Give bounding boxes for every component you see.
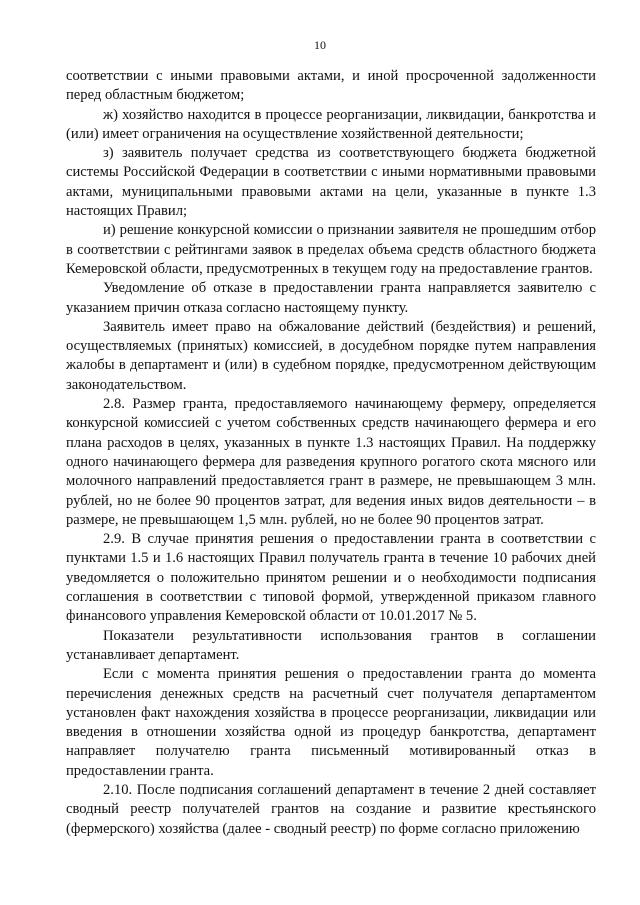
- paragraph-item-i: и) решение конкурсной комиссии о признании заявителя не прошедшим отбор в соответствии с рейтингами заявок в пределах объема средств областного бюджета Кемеровской области, предусмотренных в текущем году на предоставление грантов.: [66, 222, 596, 277]
- paragraph-2-8: 2.8. Размер гранта, предоставляемого начинающему фермеру, определяется конкурсной комиссией с учетом собственных средств начинающего фермера и его плана расходов в целях, указанных в пункте 1.3 настоящих Правил. На поддержку одного начинающего фермера для разведения крупного рогатого скота мясного или молочного направлений предоставляется грант в размере, не превышающем 3 млн. рублей, но не более 90 процентов затрат, для ведения иных видов деятельности – в размере, не превышающем 1,5 млн. рублей, но не более 90 процентов затрат.: [66, 396, 596, 528]
- paragraph-item-z: з) заявитель получает средства из соответствующего бюджета бюджетной системы Российской Федерации в соответствии с иными нормативными правовыми актами, муниципальными правовыми актами на цели, указанные в пункте 1.3 настоящих Правил;: [66, 145, 596, 220]
- document-body: [66, 67, 596, 839]
- paragraph-grant-refusal: Если с момента принятия решения о предоставлении гранта до момента перечисления денежных средств на расчетный счет получателя департаментом установлен факт нахождения хозяйства в процессе реорганизации, ликвидации или введения в отношении хозяйства одной из процедур банкротства, департамент направляет получателю гранта письменный мотивированный отказ в предоставлении гранта.: [66, 666, 596, 779]
- paragraph-2-9: 2.9. В случае принятия решения о предоставлении гранта в соответствии с пунктами 1.5 и 1.6 настоящих Правил получатель гранта в течение 10 рабочих дней уведомляется о положительно принятом решении и о необходимости подписания соглашения в соответствии с типовой формой, утвержденной приказом главного финансового управления Кемеровской области от 10.01.2017 № 5.: [66, 531, 596, 625]
- paragraph-2-10: 2.10. После подписания соглашений департамент в течение 2 дней составляет сводный реестр получателей грантов на создание и развитие крестьянского (фермерского) хозяйства (далее - сводный реестр) по форме согласно приложению: [66, 781, 596, 837]
- paragraph-item-zh: ж) хозяйство находится в процессе реорганизации, ликвидации, банкротства и (или) имеет ограничения на осуществление хозяйственной деятельности;: [66, 106, 596, 142]
- paragraph-appeal-right: Заявитель имеет право на обжалование действий (бездействия) и решений, осуществляемых (принятых) комиссией, в досудебном порядке путем направления жалобы в департамент и (или) в судебном порядке, предусмотренном действующим законодательством.: [66, 318, 596, 393]
- paragraph-continuation: соответствии с иными правовыми актами, и иной просроченной задолженности перед областным бюджетом;: [66, 68, 596, 104]
- paragraph-performance-indicators: Показатели результативности использования грантов в соглашении устанавливает департамент.: [66, 627, 596, 663]
- page-number: 10: [314, 38, 326, 52]
- paragraph-refusal-notice: Уведомление об отказе в предоставлении гранта направляется заявителю с указанием причин отказа согласно настоящему пункту.: [66, 280, 596, 316]
